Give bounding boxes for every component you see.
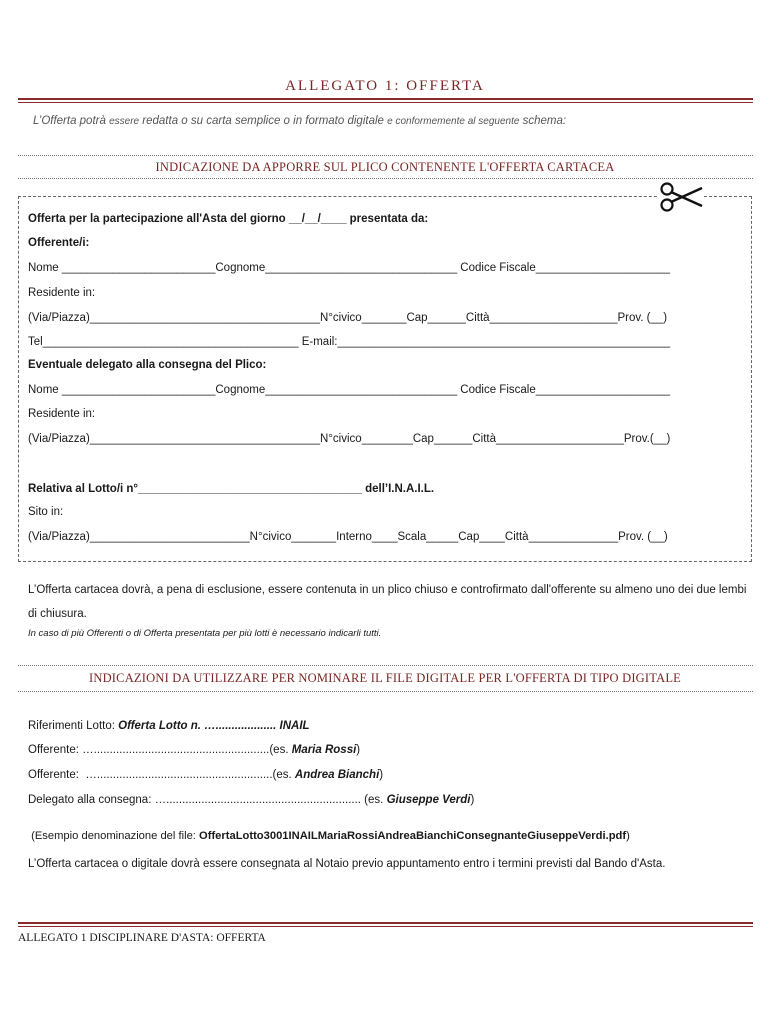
- value: Offerta Lotto n. …................... INAIL: [118, 720, 310, 732]
- digital-offerente-1: [28, 743, 360, 757]
- form-line-nome: Nome ________________________Cognome______________________________ Codice Fiscale_____________________: [28, 384, 671, 396]
- close-paren: ): [470, 794, 475, 806]
- page-title: ALLEGATO 1: OFFERTA: [285, 78, 485, 94]
- close-paren: ): [626, 830, 630, 842]
- label: Offerente: ….......................................................(es.: [28, 744, 292, 756]
- section-divider: [18, 665, 753, 666]
- paper-offer-paragraph: L’Offerta cartacea dovrà, a pena di esclusione, essere contenuta in un plico chiuso e controfirmato dall'offerente su almeno uno dei due lembi di chiusura.: [28, 584, 747, 620]
- footer-text: ALLEGATO 1 DISCIPLINARE D'ASTA: OFFERTA: [18, 932, 266, 944]
- label: Delegato alla consegna: …............................................................. (es.: [28, 794, 387, 806]
- example: Maria Rossi: [291, 744, 357, 756]
- delivery-paragraph: L’Offerta cartacea o digitale dovrà essere consegnata al Notaio previo appuntamento entro i termini previsti dal Bando d'Asta.: [28, 858, 666, 870]
- footer-rule: [18, 922, 753, 924]
- intro-part: redatta o su carta semplice o in formato digitale: [139, 115, 388, 127]
- filename-example: [28, 829, 630, 843]
- form-line-delegato: Eventuale delegato alla consegna del Plico:: [28, 359, 267, 371]
- label: Riferimenti Lotto:: [28, 720, 119, 732]
- form-line-via: (Via/Piazza)____________________________________N°civico_______Cap______Città____________________Prov. (__): [28, 312, 668, 324]
- title-rule-thin: [18, 102, 753, 103]
- form-line-nome: Nome ________________________Cognome______________________________ Codice Fiscale_____________________: [28, 262, 671, 274]
- label: Offerente: ….......................................................(es.: [28, 769, 295, 781]
- digital-delegato: [28, 793, 474, 807]
- form-line-offerenti: Offerente/i:: [28, 237, 90, 249]
- form-line-via: (Via/Piazza)____________________________________N°civico________Cap______Città____________________Prov.(__): [28, 433, 671, 445]
- form-line-residente: Residente in:: [28, 408, 96, 420]
- section-divider: [18, 178, 753, 179]
- title-rule: [18, 98, 753, 100]
- footer-rule-thin: [18, 926, 753, 927]
- section-divider: [18, 691, 753, 692]
- close-paren: ): [356, 744, 361, 756]
- section2-heading: INDICAZIONI DA UTILIZZARE PER NOMINARE IL FILE DIGITALE PER L'OFFERTA DI TIPO DIGITALE: [88, 671, 682, 685]
- label: (Esempio denominazione del file:: [28, 830, 200, 842]
- form-line-lotto: Relativa al Lotto/i n°___________________________________ dell’I.N.A.I.L.: [28, 483, 435, 495]
- form-line-sito: Sito in:: [28, 506, 64, 518]
- section-divider: [18, 155, 753, 156]
- example: Andrea Bianchi: [294, 769, 380, 781]
- scissors-icon: [658, 180, 704, 214]
- multiple-offerors-note: In caso di più Offerenti o di Offerta presentata per più lotti è necessario indicarli tutti.: [28, 628, 382, 639]
- intro-part: schema:: [519, 115, 567, 127]
- close-paren: ): [379, 769, 384, 781]
- form-line-residente: Residente in:: [28, 287, 96, 299]
- cut-out-box: [18, 196, 752, 562]
- digital-riferimenti: [28, 719, 310, 733]
- example: Giuseppe Verdi: [386, 794, 471, 806]
- intro-part: e conformemente al seguente: [387, 116, 520, 127]
- form-line-via: (Via/Piazza)_________________________N°civico_______Interno____Scala_____Cap____Città______________Prov. (__): [28, 531, 668, 543]
- example-filename: OffertaLotto3001INAILMariaRossiAndreaBianchiConsegnanteGiuseppeVerdi.pdf: [199, 830, 627, 842]
- section1-heading: INDICAZIONE DA APPORRE SUL PLICO CONTENENTE L'OFFERTA CARTACEA: [155, 160, 615, 174]
- intro-text: [33, 115, 566, 127]
- form-line-offerta: Offerta per la partecipazione all'Asta del giorno __/__/____ presentata da:: [28, 213, 429, 225]
- form-line-tel: Tel________________________________________ E-mail:____________________________________________________: [28, 336, 671, 348]
- intro-part: L’Offerta potrà: [33, 115, 110, 127]
- digital-offerente-2: [28, 768, 383, 782]
- intro-part: essere: [109, 116, 140, 127]
